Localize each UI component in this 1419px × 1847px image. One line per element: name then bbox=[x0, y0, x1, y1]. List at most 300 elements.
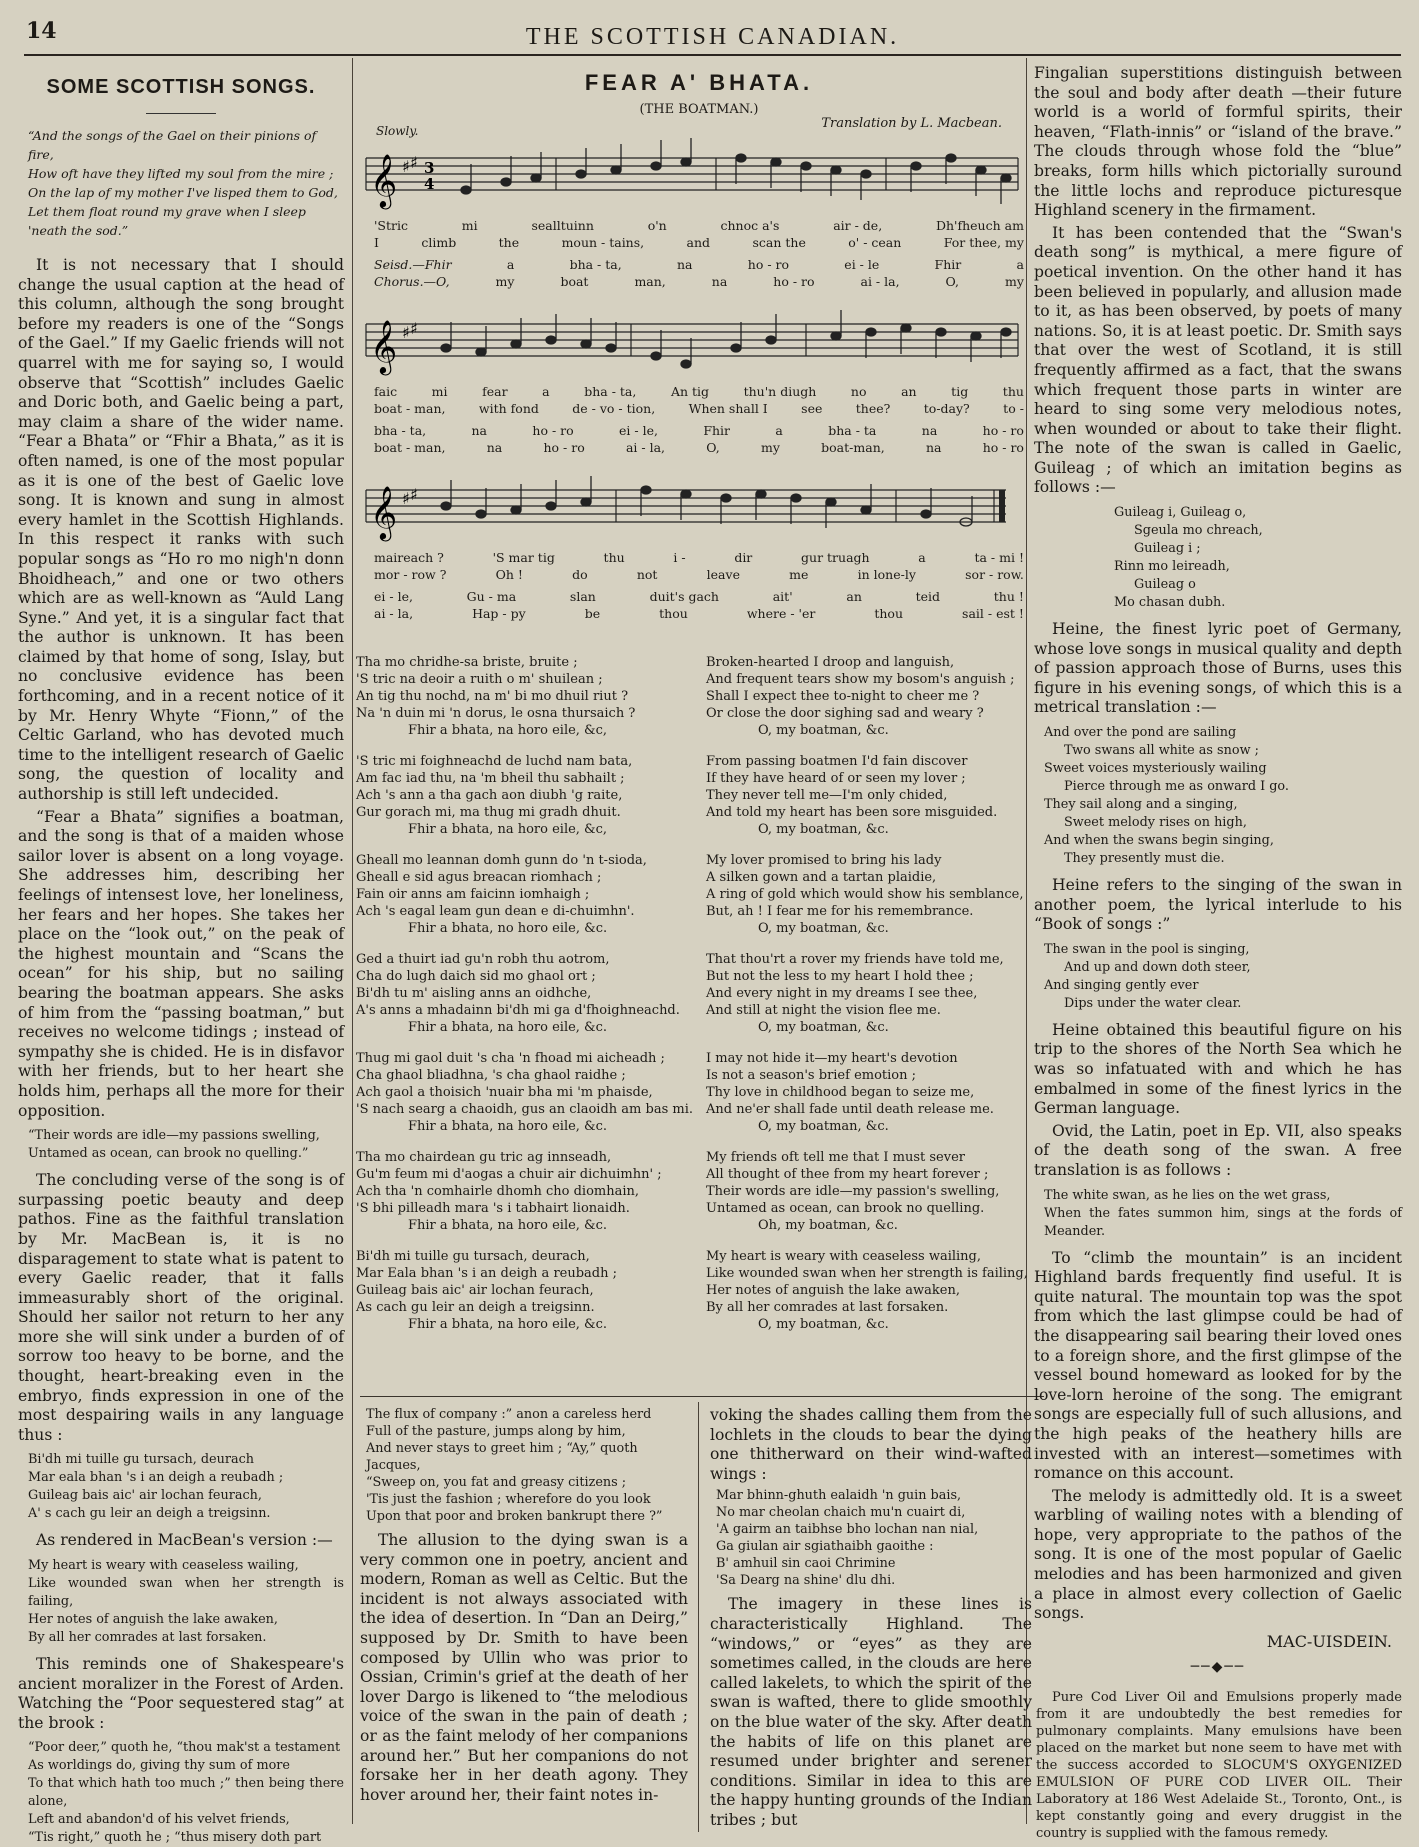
translation-credit: Translation by L. Macbean. bbox=[821, 116, 1002, 131]
verse-line: Like wounded swan when her strength is failing, bbox=[706, 1266, 1028, 1281]
verse-line: 'S bhi pilleadh mara 's i tabhairt lionaidh. bbox=[356, 1201, 630, 1216]
lyric-syllable: mi bbox=[431, 384, 448, 399]
quote-line: Left and abandon'd of his velvet friends, bbox=[28, 1812, 290, 1828]
music-system-1 bbox=[366, 138, 1026, 290]
verse-line: Mar Eala bhan 's i an deigh a reubadh ; bbox=[356, 1266, 618, 1281]
gaelic-verse bbox=[716, 1487, 1036, 1589]
verse-line: Ach gaol a thoisich 'nuair bha mi 'm phaisde, bbox=[356, 1085, 653, 1100]
lyric-syllable: de - vo - tion, bbox=[572, 400, 656, 416]
chorus-line bbox=[374, 257, 1024, 274]
lyric-syllable: man, bbox=[634, 273, 666, 289]
final-barline bbox=[999, 490, 1005, 522]
quote-line: They presently must die. bbox=[1064, 851, 1225, 867]
stanza bbox=[356, 1248, 696, 1333]
quote-line: Like wounded swan when her strength is failing, bbox=[28, 1576, 344, 1610]
stanza bbox=[706, 1149, 1046, 1234]
lyric-syllable: O, bbox=[945, 273, 960, 289]
lyric-syllable: na bbox=[471, 423, 488, 438]
verse-line: The flux of company :” anon a careless herd bbox=[366, 1407, 652, 1422]
lyrics-block bbox=[374, 550, 1024, 622]
refrain-line: O, my boatman, &c. bbox=[758, 921, 889, 936]
lyric-syllable: 'Stric bbox=[374, 218, 408, 233]
article-body bbox=[710, 1406, 1032, 1484]
music-system-2 bbox=[366, 304, 1026, 456]
verse-line: And frequent tears show my bosom's anguish ; bbox=[706, 672, 1015, 687]
verse-line: Fain oir anns am faicinn iomhaigh ; bbox=[356, 887, 590, 902]
refrain-line: Fhir a bhata, na horo eile, &c, bbox=[408, 723, 608, 738]
chorus-line bbox=[374, 274, 1024, 291]
refrain-line: Fhir a bhata, na horo eile, &c. bbox=[408, 1317, 608, 1332]
verse-line: 'S tric mi foighneachd de luchd nam bata, bbox=[356, 754, 633, 769]
lyric-syllable: na bbox=[486, 439, 503, 455]
quote-line: As worldings do, giving thy sum of more bbox=[28, 1758, 290, 1774]
verse-line: A ring of gold which would show his semblance, bbox=[706, 887, 1024, 902]
lyric-syllable: thu bbox=[1002, 384, 1024, 399]
quote-line: Guileag i ; bbox=[1134, 541, 1201, 557]
svg-text:♯: ♯ bbox=[410, 485, 418, 504]
quote-line: Pierce through me as onward I go. bbox=[1064, 779, 1289, 795]
lyric-syllable: na bbox=[676, 257, 693, 272]
continuation-column-b bbox=[706, 1406, 1036, 1834]
lyric-syllable: Hap - py bbox=[472, 605, 526, 621]
song-section bbox=[356, 64, 1042, 622]
lyric-line bbox=[374, 218, 1024, 235]
heine-verse-2 bbox=[1044, 941, 1402, 1013]
lyric-syllable: An tig bbox=[670, 384, 710, 399]
lyric-syllable: a bbox=[542, 384, 550, 399]
shakespeare-verse bbox=[366, 1406, 692, 1525]
quote-line: Guileag i, Guileag o, bbox=[1114, 505, 1247, 521]
lyric-syllable: 'S mar tig bbox=[492, 550, 555, 565]
paragraph: The concluding verse of the song is of surpassing poetic beauty and deep pathos. Fine as the faithful translation by Mr. MacBean is, it is no disparagement to state what is patent to every Gaelic reader, that it falls immeasurably short of the original. Should her sailor not return to her any more she will sink under a burden of of sorrow too heavy to be borne, and the thought, heart-breaking even in the embryo, finds expression in one of the most despairing wails in any language thus : bbox=[18, 1171, 344, 1444]
lyrics-block bbox=[374, 384, 1024, 456]
lyric-syllable: na bbox=[921, 423, 938, 438]
lyric-syllable: with fond bbox=[478, 400, 539, 416]
lyric-syllable: na bbox=[711, 273, 728, 289]
verse-line: And every night in my dreams I see thee, bbox=[706, 986, 978, 1001]
svg-text:♯: ♯ bbox=[402, 157, 410, 176]
stanza bbox=[706, 951, 1046, 1036]
chorus-line bbox=[374, 440, 1024, 457]
refrain-line: Fhir a bhata, na horo eile, &c. bbox=[408, 1119, 608, 1134]
title-rule bbox=[146, 113, 216, 114]
quote-line: When the fates summon him, sings at the fords of Meander. bbox=[1044, 1205, 1402, 1239]
lyric-syllable: Fhir bbox=[703, 423, 731, 438]
verse-line: Thug mi gaol duit 's cha 'n fhoad mi aicheadh ; bbox=[356, 1051, 665, 1066]
lyric-syllable: a bbox=[506, 257, 515, 272]
stanza bbox=[706, 753, 1046, 838]
verse-line: Is not a season's brief emotion ; bbox=[706, 1068, 917, 1083]
refrain-line: O, my boatman, &c. bbox=[758, 723, 889, 738]
chorus-line bbox=[374, 589, 1024, 606]
refrain-line: Fhir a bhata, no horo eile, &c. bbox=[408, 921, 608, 936]
lyric-syllable: leave bbox=[706, 566, 740, 582]
song-subtitle: (THE BOATMAN.) bbox=[639, 102, 759, 117]
author-signature: MAC-UISDEIN. bbox=[1266, 1631, 1392, 1651]
lyric-syllable: Fhir bbox=[934, 257, 962, 272]
quote-line: They sail along and a singing, bbox=[1044, 797, 1238, 813]
lyric-syllable: i - bbox=[673, 550, 686, 565]
lyric-line bbox=[374, 567, 1024, 584]
refrain-line: O, my boatman, &c. bbox=[758, 1020, 889, 1035]
quote-line: Mar eala bhan 's i an deigh a reubadh ; bbox=[28, 1470, 284, 1486]
verse-line: Ach tha 'n comhairle dhomh cho diomhain, bbox=[356, 1184, 640, 1199]
lyric-syllable: ai - la, bbox=[625, 439, 666, 455]
lyric-syllable: chnoc a's bbox=[720, 218, 780, 233]
verse-line: Cha do lugh daich sid mo ghaol ort ; bbox=[356, 969, 596, 984]
lyric-syllable: ta - mi ! bbox=[974, 550, 1024, 565]
lyric-syllable: Chorus.—O, bbox=[374, 273, 450, 289]
verse-line: Tha mo chridhe-sa briste, bruite ; bbox=[356, 655, 578, 670]
lyric-line bbox=[374, 384, 1024, 401]
lyric-syllable: thou bbox=[874, 605, 904, 621]
paragraph: Heine, the finest lyric poet of Germany, whose love songs in musical quality and depth of passion approach those of Burns, uses this figure in his evening songs, of which this is a metrical translation :— bbox=[1034, 620, 1402, 717]
lyric-syllable: bha - ta, bbox=[584, 384, 637, 399]
stanza bbox=[356, 1050, 696, 1135]
quote-line: And when the swans begin singing, bbox=[1044, 833, 1274, 849]
verse-line: Gheall e sid agus breacan riomhach ; bbox=[356, 870, 602, 885]
verse-line: If they have heard of or seen my lover ; bbox=[706, 771, 966, 786]
lyric-syllable: sealltuinn bbox=[531, 218, 594, 233]
verse-line: Ged a thuirt iad gu'n robh thu aotrom, bbox=[356, 952, 610, 967]
quote bbox=[28, 1127, 344, 1163]
lyric-syllable: gur truagh bbox=[801, 550, 870, 565]
stanza bbox=[706, 852, 1046, 937]
lyric-syllable: mor - row ? bbox=[374, 566, 447, 582]
lyric-syllable: Gu - ma bbox=[466, 589, 517, 604]
quote-line: Her notes of anguish the lake awaken, bbox=[28, 1612, 278, 1628]
article-title: SOME SCOTTISH SONGS. bbox=[46, 76, 316, 98]
verse-line: Am fac iad thu, na 'm bheil thu sabhailt ; bbox=[356, 771, 625, 786]
epigraph-line: On the lap of my mother I've lisped them to God, bbox=[28, 185, 338, 200]
verse-line: They never tell me—I'm only chided, bbox=[706, 788, 948, 803]
verse-line: Full of the pasture, jumps along by him, bbox=[366, 1424, 626, 1439]
verse-line: Ach 's eagal leam gun dean e di-chuimhn'. bbox=[356, 904, 635, 919]
lyric-syllable: For thee, my bbox=[943, 234, 1024, 250]
verse-line: 'S tric na deoir a ruith o m' shuilean ; bbox=[356, 672, 603, 687]
paragraph: As rendered in MacBean's version :— bbox=[36, 1531, 333, 1550]
lyric-syllable: teid bbox=[915, 589, 941, 604]
verse-line: My friends oft tell me that I must sever bbox=[706, 1150, 965, 1165]
music-system-3 bbox=[366, 470, 1026, 622]
verse-line: Gheall mo leannan domh gunn do 'n t-sioda, bbox=[356, 853, 647, 868]
music-staff bbox=[366, 470, 1026, 550]
svg-text:♯: ♯ bbox=[402, 489, 410, 508]
stanza bbox=[706, 1248, 1046, 1333]
article-body bbox=[1034, 64, 1402, 1624]
verse-line: A silken gown and a tartan plaidie, bbox=[706, 870, 937, 885]
svg-text:♯: ♯ bbox=[410, 153, 418, 172]
newspaper-title: THE SCOTTISH CANADIAN. bbox=[525, 24, 900, 50]
lyric-syllable: thou bbox=[659, 605, 688, 621]
quote-line: And singing gently ever bbox=[1044, 977, 1199, 993]
paragraph: This reminds one of Shakespeare's ancient moralizer in the Forest of Arden. Watching the “Poor sequestered stag” at the brook : bbox=[18, 1655, 344, 1732]
treble-clef-icon: 𝄞 bbox=[370, 153, 398, 207]
verse-line: My lover promised to bring his lady bbox=[706, 853, 942, 868]
lyric-syllable: ho - ro bbox=[982, 423, 1024, 438]
lyric-syllable: and bbox=[686, 234, 711, 250]
lyric-syllable: I bbox=[374, 234, 379, 250]
verse-line: 'Sa Dearg na shine' dlu dhi. bbox=[716, 1573, 896, 1589]
column-divider bbox=[698, 1402, 699, 1832]
verse-line: But, ah ! I fear me for his remembrance. bbox=[706, 904, 974, 919]
quote-line: Sweet voices mysteriously wailing bbox=[1044, 761, 1267, 777]
lyric-syllable: see bbox=[801, 400, 823, 416]
verse-line: Bi'dh mi tuille gu tursach, deurach, bbox=[356, 1249, 590, 1264]
quote-line: The white swan, as he lies on the wet grass, bbox=[1044, 1187, 1331, 1203]
paragraph: The imagery in these lines is characteristically Highland. The “windows,” or “eyes” as they are sometimes called, in the clouds are here called lakelets, to which the spirit of the swan is wafted, there to glide smoothly on the blue water of the sky. After death the habits of life on this planet are resumed under brighter and serener conditions. Similar in idea to this are the happy hunting grounds of the Indian tribes ; but bbox=[710, 1595, 1032, 1829]
verse-line: All thought of thee from my heart forever ; bbox=[706, 1167, 989, 1182]
verse-line: Cha ghaol bliadhna, 's cha ghaol raidhe ; bbox=[356, 1068, 626, 1083]
stanza bbox=[356, 1149, 696, 1234]
lyrics-block bbox=[374, 218, 1024, 290]
quote-line: Mo chasan dubh. bbox=[1114, 595, 1226, 611]
epigraph-line: How oft have they lifted my soul from the mire ; bbox=[28, 166, 334, 181]
lyric-syllable: bha - ta bbox=[828, 423, 877, 438]
verse-line: And still at night the vision flee me. bbox=[706, 1003, 941, 1018]
verse-line: “Sweep on, you fat and greasy citizens ; bbox=[366, 1475, 627, 1490]
lyric-syllable: thu bbox=[603, 550, 625, 565]
lyric-syllable: my bbox=[495, 273, 515, 289]
lyric-syllable: my bbox=[1005, 273, 1024, 289]
lyric-syllable: bha - ta, bbox=[374, 423, 427, 438]
refrain-line: O, my boatman, &c. bbox=[758, 1119, 889, 1134]
verse-line: And never stays to greet him ; “Ay,” quoth Jacques, bbox=[366, 1441, 638, 1473]
quote-line: Sweet melody rises on high, bbox=[1064, 815, 1247, 831]
svg-text:4: 4 bbox=[424, 175, 435, 193]
verse-line: A's anns a mhadainn bi'dh mi ga d'fhoighneachd. bbox=[356, 1003, 680, 1018]
lyric-syllable: mi bbox=[461, 218, 478, 233]
lyric-syllable: Oh ! bbox=[495, 566, 523, 582]
lyric-syllable: ai - la, bbox=[374, 605, 414, 621]
quote-line: A' s cach gu leir an deigh a treigsinn. bbox=[28, 1506, 271, 1522]
quote-line: Guileag o bbox=[1134, 577, 1196, 593]
lyric-syllable: thee? bbox=[855, 400, 891, 416]
verse-line: That thou'rt a rover my friends have told me, bbox=[706, 952, 1004, 967]
lyric-syllable: ho - ro bbox=[543, 439, 585, 455]
song-title: FEAR A' BHATA. bbox=[584, 70, 814, 95]
quote-line: Two swans all white as snow ; bbox=[1064, 743, 1259, 759]
lyric-syllable: bha - ta, bbox=[569, 257, 622, 272]
lyric-line bbox=[374, 235, 1024, 252]
verse-line: Gu'm feum mi d'aogas a chuir air dichuimhn' ; bbox=[356, 1167, 662, 1182]
refrain-line: Oh, my boatman, &c. bbox=[758, 1218, 898, 1233]
quote bbox=[28, 1557, 344, 1647]
refrain-line: Fhir a bhata, na horo eile, &c. bbox=[408, 1020, 608, 1035]
lyric-syllable: moun - tains, bbox=[561, 234, 645, 250]
advert-text: Pure Cod Liver Oil and Emulsions properly made from it are undoubtedly the best remedies for pulmonary complaints. Many emulsions have been placed on the market but none seem to have met with the success accorded to SLOCUM'S OXYGENIZED EMULSION OF PURE COD LIVER OIL. Their Laboratory at 186 West Adelaide St., Toronto, Ont., is kept constantly going and every druggist in the country is supplied with the famous remedy. bbox=[1036, 1689, 1402, 1841]
lyric-syllable: ait' bbox=[772, 589, 793, 604]
lyric-syllable: faic bbox=[374, 384, 398, 399]
refrain-line: Fhir a bhata, na horo eile, &c. bbox=[408, 1218, 608, 1233]
lyric-syllable: no bbox=[850, 384, 867, 399]
paragraph: The melody is admittedly old. It is a sweet warbling of wailing notes with a blending of hope, very appropriate to the pathos of the song. It is one of the most popular of Gaelic melodies and has been harmonized and given a place in almost every collection of Gaelic songs. bbox=[1034, 1486, 1402, 1623]
lyric-syllable: boat bbox=[560, 273, 589, 289]
epigraph bbox=[28, 126, 344, 240]
lyric-syllable: where - 'er bbox=[746, 605, 816, 621]
music-staff bbox=[366, 304, 1026, 384]
quote-line: “Poor deer,” quoth he, “thou mak'st a testament bbox=[28, 1740, 341, 1756]
treble-clef-icon: 𝄞 bbox=[370, 485, 398, 539]
svg-text:3: 3 bbox=[424, 159, 435, 177]
verse-line: Or close the door sighing sad and weary ? bbox=[706, 706, 984, 721]
lyric-syllable: slan bbox=[569, 589, 596, 604]
verse-line: 'Tis just the fashion ; wherefore do you look bbox=[366, 1492, 651, 1507]
page-number: 14 bbox=[26, 18, 57, 44]
quote bbox=[28, 1739, 344, 1847]
lyric-syllable: not bbox=[636, 566, 658, 582]
verse-line: Gur gorach mi, ma thug mi gradh dhuit. bbox=[356, 805, 621, 820]
lyric-syllable: When shall I bbox=[688, 400, 768, 416]
quote bbox=[28, 1451, 344, 1523]
lyric-syllable: Seisd.—Fhir bbox=[374, 257, 452, 272]
lyric-syllable: to-day? bbox=[923, 400, 970, 416]
paragraph: Fingalian superstitions distinguish between the soul and body after death —their future world is a world of formful spirits, their heaven, “Flath-innis” or “island of the brave.” The clouds through whose fold the “blue” breaks, form hills which pictorially suround the little lochs and reproduce picturesque Highland scenery in the firmament. bbox=[1034, 64, 1402, 220]
refrain-line: Fhir a bhata, na horo eile, &c, bbox=[408, 822, 608, 837]
verse-line: 'S nach searg a chaoidh, gus an claoidh am bas mi. bbox=[356, 1102, 693, 1117]
verse-line: Ach 's ann a tha gach aon diubh 'g raite, bbox=[356, 788, 623, 803]
verse-line: But not the less to my heart I hold thee ; bbox=[706, 969, 974, 984]
verse-line: Upon that poor and broken bankrupt there ?” bbox=[366, 1509, 663, 1524]
verse-line: As cach gu leir an deigh a treigsinn. bbox=[356, 1300, 595, 1315]
lyric-syllable: my bbox=[761, 439, 780, 455]
verse-line: 'A gairm an taibhse bho lochan nan nial, bbox=[716, 1522, 979, 1538]
verse-line: I may not hide it—my heart's devotion bbox=[706, 1051, 958, 1066]
verse-line: Bi'dh tu m' aisling anns an oidhche, bbox=[356, 986, 592, 1001]
column-divider bbox=[352, 58, 353, 1824]
paragraph: The allusion to the dying swan is a very common one in poetry, ancient and modern, Roman as well as Celtic. But the incident is not always associated with the idea of desertion. In “Dan an Deirg,” supposed by Dr. Smith to have been composed by Ullin who was prior to Ossian, Crimin's grief at the death of her lover Dargo is likened to “the melodious voice of the swan in the pain of death ; or as the faint melody of her companions around her.” But her companions do not forsake her in her death agony. They hover around her, their faint notes in- bbox=[360, 1531, 688, 1804]
lyric-syllable: ei - le, bbox=[374, 589, 413, 604]
lyric-syllable: to - bbox=[1003, 400, 1024, 416]
verse-line: Mar bhinn-ghuth ealaidh 'n guin bais, bbox=[716, 1488, 962, 1504]
chorus-line bbox=[374, 606, 1024, 623]
verse-line: No mar cheolan chaich mu'n cuairt di, bbox=[716, 1505, 966, 1521]
quote-line: Untamed as ocean, can brook no quelling.” bbox=[28, 1146, 309, 1162]
left-column bbox=[14, 64, 348, 1846]
lyric-line bbox=[374, 550, 1024, 567]
quote-line: To that which hath too much ;” then being there alone, bbox=[28, 1776, 344, 1810]
verse-line: From passing boatmen I'd fain discover bbox=[706, 754, 968, 769]
lyric-syllable: dir bbox=[734, 550, 753, 565]
paragraph: It is not necessary that I should change the usual caption at the head of this column, although the song brought before my readers is one of the “Songs of the Gael.” If my Gaelic friends will not quarrel with me for saying so, I would observe that “Scottish” includes Gaelic and Doric both, and Gaelic being a part, may claim a share of the wider name. “Fear a Bhata” or “Fhir a Bhata,” as it is often named, is one of the most popular as it is one of the best of Gaelic love song. It is known and sung in almost every hamlet in the Scottish Highlands. In this respect it ranks with such popular songs as “Ho ro mo nigh'n donn Bhoidheach,” and one or two others which are as well-known as “Auld Lang Syne.” And yet, it is a singular fact that the author is unknown. It has been claimed by that home of song, Islay, but no conclusive evidence has been forthcoming, and in a recent notice of it by Mr. Henry Whyte “Fionn,” of the Celtic Garland, who has devoted much time to the intelligent research of Gaelic song, the question of locality and authorship is still left undecided. bbox=[18, 256, 344, 804]
lyric-syllable: na bbox=[925, 439, 942, 455]
verse-line: Shall I expect thee to-night to cheer me ? bbox=[706, 689, 980, 704]
lyric-syllable: the bbox=[498, 234, 520, 250]
lyric-syllable: ho - ro bbox=[532, 423, 574, 438]
lyric-syllable: sail - est ! bbox=[962, 605, 1024, 621]
lyric-syllable: boat - man, bbox=[374, 400, 446, 416]
lyric-syllable: ai - la, bbox=[860, 273, 900, 289]
quote-line: Bi'dh mi tuille gu tursach, deurach bbox=[28, 1452, 255, 1468]
lyric-syllable: a bbox=[918, 550, 926, 565]
paragraph: To “climb the mountain” is an incident Highland bards frequently find useful. It is quite natural. The mountain top was the spot from which the last glimpse could be had of the disappearing sail bearing their loved ones to a foreign shore, and the first glimpse of the vessel bound homeward as looked for by the love-lorn heroine of the song. The emigrant songs are especially full of such allusions, and the high peaks of the heathery hills are invested with an interest—sometimes with romance on this account. bbox=[1034, 1248, 1402, 1483]
tempo-mark: Slowly. bbox=[376, 124, 419, 138]
quote-line: And over the pond are sailing bbox=[1044, 725, 1237, 741]
lyric-syllable: an bbox=[901, 384, 917, 399]
epigraph-line: Let them float round my grave when I sleep 'neath the sod.” bbox=[28, 204, 306, 238]
chorus-line bbox=[374, 423, 1024, 440]
verse-line: An tig thu nochd, na m' bi mo dhuil riut ? bbox=[356, 689, 629, 704]
verse-line: My heart is weary with ceaseless wailing, bbox=[706, 1249, 982, 1264]
svg-text:♯: ♯ bbox=[402, 323, 410, 342]
verse-line: And told my heart has been sore misguided. bbox=[706, 805, 998, 820]
stanza bbox=[706, 1050, 1046, 1135]
lyric-syllable: ho - ro bbox=[982, 439, 1024, 455]
verse-line: Na 'n duin mi 'n dorus, le osna thursaich ? bbox=[356, 706, 636, 721]
verse-line: Ga giulan air sgiathaibh gaoithe : bbox=[716, 1539, 934, 1555]
ornament-divider: ──◆── bbox=[1190, 1658, 1246, 1675]
refrain-line: O, my boatman, &c. bbox=[758, 822, 889, 837]
song-verses bbox=[356, 654, 1042, 1384]
lyric-syllable: ho - ro bbox=[773, 273, 815, 289]
lyric-syllable: duit's gach bbox=[649, 589, 719, 604]
lyric-syllable: climb bbox=[421, 234, 457, 250]
lyric-syllable: an bbox=[846, 589, 862, 604]
ovid-verse bbox=[1044, 1187, 1402, 1241]
section-rule bbox=[360, 1396, 1044, 1397]
header-rule bbox=[24, 54, 1401, 56]
quote-line: The swan in the pool is singing, bbox=[1044, 941, 1250, 957]
lyric-syllable: a bbox=[775, 423, 783, 438]
lyric-syllable: o' - cean bbox=[848, 234, 902, 250]
lyric-syllable: fear bbox=[482, 384, 508, 399]
lyric-syllable: maireach ? bbox=[374, 550, 444, 565]
paragraph: “Fear a Bhata” signifies a boatman, and the song is that of a maiden whose sailor lover is absent on a long voyage. She addresses him, describing her feelings of intensest love, her loneliness, her fears and her hopes. She takes her place on the “look out,” on the peak of the highest mountain and “Scans the ocean” for his ship, but no sailing bearing the boatman appears. She asks of him from the “passing boatman,” but receives no welcome tidings ; instead of sympathy she is chided. He is in disfavor with her friends, but to her heart she holds him, perhaps all the more for their opposition. bbox=[18, 807, 344, 1120]
lyric-line bbox=[374, 401, 1024, 418]
lyric-syllable: be bbox=[584, 605, 601, 621]
english-verses bbox=[706, 654, 1046, 1347]
quote-line: “Tis right,” quoth he ; “thus misery doth part bbox=[28, 1830, 322, 1846]
stanza bbox=[356, 951, 696, 1036]
right-column bbox=[1030, 64, 1406, 1841]
article-body bbox=[360, 1531, 688, 1805]
stanza bbox=[356, 753, 696, 838]
stanza bbox=[356, 654, 696, 739]
verse-line: Guileag bais aic' air lochan feurach, bbox=[356, 1283, 594, 1298]
lyric-syllable: air - de, bbox=[833, 218, 883, 233]
quote-line: Dips under the water clear. bbox=[1064, 995, 1242, 1011]
paragraph: voking the shades calling them from the lochlets in the clouds to bear the dying one thitherward on their wind-wafted wings : bbox=[710, 1406, 1032, 1483]
refrain-line: O, my boatman, &c. bbox=[758, 1317, 889, 1332]
lyric-syllable: boat - man, bbox=[374, 439, 446, 455]
quote-line: Sgeula mo chreach, bbox=[1134, 523, 1263, 539]
lyric-syllable: Dh'fheuch am bbox=[935, 218, 1024, 233]
music-staff bbox=[366, 138, 1026, 218]
advertisement bbox=[1036, 1689, 1402, 1842]
lyric-syllable: ei - le bbox=[844, 257, 880, 272]
lyric-syllable: a bbox=[1016, 257, 1024, 272]
article-body bbox=[710, 1595, 1032, 1830]
paragraph: It has been contended that the “Swan's death song” is mythical, a mere figure of poetical invention. On the other hand it has been believed in popularly, and allusion made to it, as has been observed, by poets of many nations. So, it is at least poetic. Dr. Smith says that over the west of Scotland, it is still frequently affirmed as a fact, that the swans which frequent those parts in winter are heard to sing some very melodious notes, when wounded or about to take their flight. The note of the swan is called in Gaelic, Guileag ; of which an imitation begins as follows :— bbox=[1034, 223, 1402, 497]
verse-line: Broken-hearted I droop and languish, bbox=[706, 655, 955, 670]
lyric-syllable: thu'n diugh bbox=[743, 384, 817, 399]
lyric-syllable: sor - row. bbox=[965, 566, 1024, 582]
paragraph: Heine refers to the singing of the swan in another poem, the lyrical interlude to his “Book of songs :” bbox=[1034, 876, 1402, 934]
svg-text:♯: ♯ bbox=[410, 319, 418, 338]
lyric-syllable: boat-man, bbox=[821, 439, 885, 455]
quote-line: “Their words are idle—my passions swelling, bbox=[28, 1128, 320, 1144]
lyric-syllable: do bbox=[572, 566, 588, 582]
quote-line: Rinn mo leireadh, bbox=[1114, 559, 1230, 575]
stanza bbox=[706, 654, 1046, 739]
epigraph-line: “And the songs of the Gael on their pinions of fire, bbox=[28, 128, 317, 162]
lyric-syllable: o'n bbox=[647, 218, 667, 233]
verse-line: And ne'er shall fade until death release me. bbox=[706, 1102, 994, 1117]
page-header bbox=[24, 14, 1401, 56]
heine-verse bbox=[1044, 724, 1402, 868]
paragraph: Ovid, the Latin, poet in Ep. VII, also speaks of the death song of the swan. A free translation is as follows : bbox=[1034, 1121, 1402, 1179]
swan-note-verse bbox=[1114, 504, 1402, 612]
